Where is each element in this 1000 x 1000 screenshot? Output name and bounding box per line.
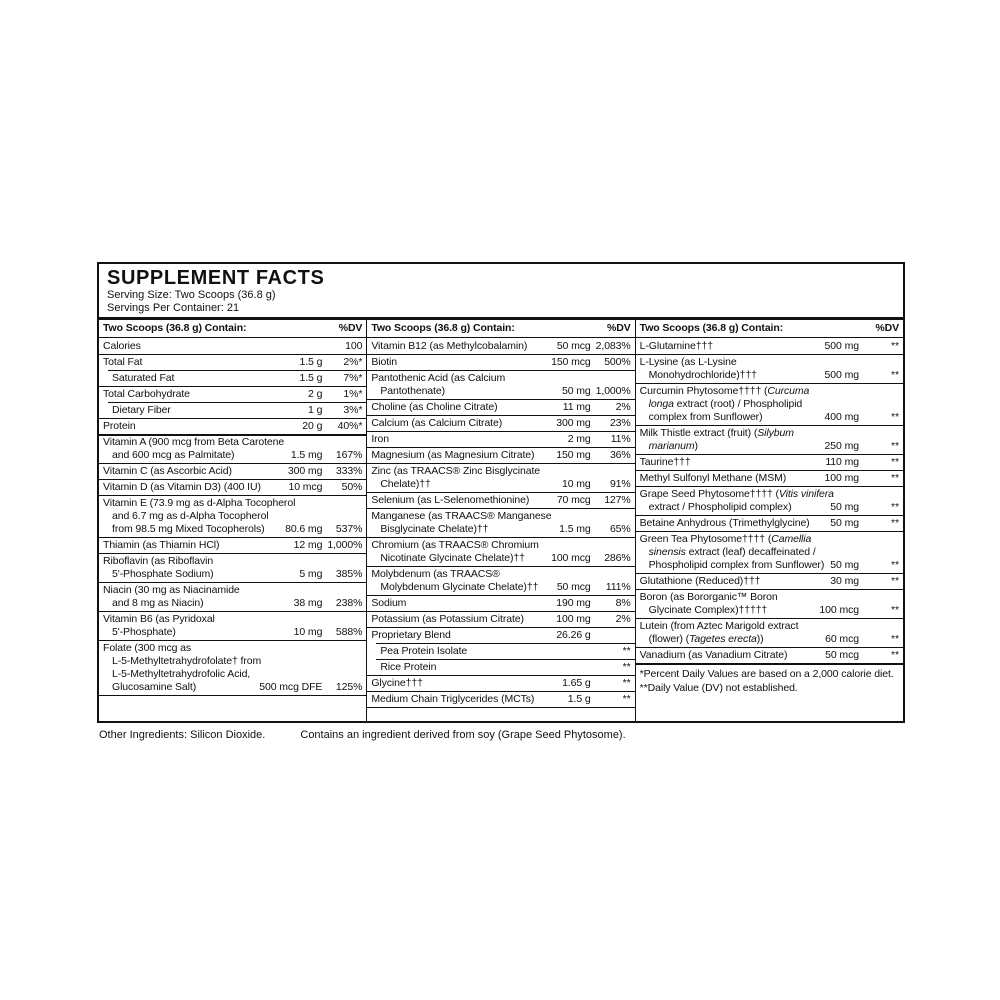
column-header xyxy=(99,320,366,338)
nutrient-dv: 286% xyxy=(604,551,631,564)
nutrient-name xyxy=(640,517,816,530)
nutrient-amount: 50 mg xyxy=(830,516,859,529)
nutrient-name-line: Saturated Fat xyxy=(112,371,175,384)
table-row xyxy=(636,647,903,663)
table-row xyxy=(99,640,366,695)
nutrient-name xyxy=(371,372,547,398)
nutrient-amount: 50 mcg xyxy=(556,580,591,593)
nutrient-name xyxy=(103,404,279,417)
nutrient-dv: 1%* xyxy=(343,387,363,400)
nutrient-dv: 8% xyxy=(615,596,631,609)
nutrient-name xyxy=(103,539,279,552)
nutrient-name-line: Pantothenic Acid (as Calcium xyxy=(371,371,506,384)
nutrient-amount: 300 mg xyxy=(556,416,591,429)
table-row xyxy=(99,386,366,402)
nutrient-name-line: Calories xyxy=(103,339,141,352)
panel-title: SUPPLEMENT FACTS xyxy=(107,267,325,289)
nutrient-name xyxy=(640,385,816,424)
nutrient-dv: 500% xyxy=(604,355,631,368)
nutrient-dv: 50% xyxy=(341,480,363,493)
table-row xyxy=(636,383,903,425)
nutrient-name xyxy=(640,620,816,646)
nutrient-name-line: Chelate)†† xyxy=(380,477,431,490)
table-row xyxy=(367,595,634,611)
nutrient-column xyxy=(99,320,366,721)
nutrient-dv: ** xyxy=(891,339,899,352)
table-row xyxy=(636,338,903,354)
table-row xyxy=(636,454,903,470)
nutrient-amount: 26.26 g xyxy=(556,628,591,641)
nutrient-dv: 1,000% xyxy=(327,538,363,551)
nutrient-name-line: extract / Phospholipid complex) xyxy=(648,500,792,513)
nutrient-name xyxy=(639,532,825,572)
nutrient-name-line: Niacin (30 mg as Niacinamide xyxy=(103,583,240,596)
nutrient-dv: 23% xyxy=(609,416,631,429)
nutrient-amount: 150 mcg xyxy=(551,355,591,368)
nutrient-name xyxy=(640,356,816,382)
nutrient-name-line: L-Glutamine††† xyxy=(639,339,713,352)
columns xyxy=(99,317,903,721)
nutrient-name-line: Vitamin B12 (as Methylcobalamin) xyxy=(371,339,528,352)
nutrient-name xyxy=(640,649,816,662)
nutrient-dv: 36% xyxy=(609,448,631,461)
nutrient-name-line: 5'-Phosphate) xyxy=(112,625,176,638)
nutrient-dv: 127% xyxy=(604,493,631,506)
column-header xyxy=(367,320,634,338)
nutrient-name xyxy=(640,427,816,453)
nutrient-name xyxy=(103,641,262,694)
nutrient-dv: ** xyxy=(891,455,899,468)
nutrient-name-line: and 600 mcg as Palmitate) xyxy=(112,448,235,461)
table-row xyxy=(367,691,634,707)
nutrient-name-line: Molybdenum (as TRAACS® xyxy=(371,567,500,580)
nutrient-name-line: Total Fat xyxy=(103,355,143,368)
table-row xyxy=(636,354,903,383)
nutrient-amount: 100 mg xyxy=(556,612,591,625)
nutrient-dv: ** xyxy=(622,692,631,705)
nutrient-name-line: Vitamin A (900 mcg from Beta Carotene xyxy=(103,435,285,448)
nutrient-name-line: Sodium xyxy=(371,596,407,609)
other-ingredients: Other Ingredients: Silicon Dioxide. xyxy=(99,729,266,741)
table-row xyxy=(99,370,366,386)
nutrient-name-line: L-Lysine (as L-Lysine xyxy=(639,355,737,368)
nutrient-dv: 125% xyxy=(335,680,363,693)
nutrient-dv: 111% xyxy=(605,580,631,593)
nutrient-dv: ** xyxy=(891,516,899,529)
nutrient-name-line: Pantothenate) xyxy=(380,384,445,397)
table-row xyxy=(99,418,366,434)
nutrient-name xyxy=(103,388,279,401)
nutrient-dv: 1,000% xyxy=(595,384,631,397)
nutrient-amount: 100 mcg xyxy=(551,551,591,564)
nutrient-amount: 11 mg xyxy=(562,400,591,413)
nutrient-name xyxy=(371,597,547,610)
nutrient-name xyxy=(103,613,279,639)
nutrient-amount: 10 mcg xyxy=(288,480,323,493)
nutrient-amount: 1 g xyxy=(308,403,323,416)
nutrient-dv: ** xyxy=(891,500,899,513)
nutrient-name xyxy=(640,456,816,469)
nutrient-amount: 2 mg xyxy=(567,432,591,445)
supplement-facts-panel xyxy=(97,262,905,723)
nutrient-name-line: marianum) xyxy=(648,439,698,452)
nutrient-name-line: L-5-Methyltetrahydrofolate† from xyxy=(112,654,262,667)
footnote-line: **Daily Value (DV) not established. xyxy=(639,682,798,694)
nutrient-name xyxy=(103,420,279,433)
nutrient-name-line: Zinc (as TRAACS® Zinc Bisglycinate xyxy=(371,464,541,477)
nutrient-dv: 7%* xyxy=(343,371,363,384)
nutrient-name-line: longa extract (root) / Phospholipid xyxy=(648,397,803,410)
table-row xyxy=(99,495,366,537)
table-row xyxy=(636,470,903,486)
closing-rule xyxy=(367,707,634,708)
nutrient-dv: ** xyxy=(891,410,899,423)
nutrient-amount: 50 mg xyxy=(830,500,859,513)
bottom-note xyxy=(99,729,626,742)
serving-size: Serving Size: Two Scoops (36.8 g) xyxy=(107,289,276,301)
nutrient-dv: 40%* xyxy=(337,419,363,432)
nutrient-name-line: (flower) (Tagetes erecta)) xyxy=(648,632,764,645)
nutrient-name-line: Biotin xyxy=(371,355,397,368)
table-row xyxy=(367,611,634,627)
table-row xyxy=(636,618,903,647)
nutrient-amount: 5 mg xyxy=(299,567,323,580)
nutrient-name-line: Vitamin C (as Ascorbic Acid) xyxy=(103,464,232,477)
nutrient-name-line: Boron (as Bororganic™ Boron xyxy=(639,590,778,603)
nutrient-amount: 70 mcg xyxy=(556,493,591,506)
nutrient-name xyxy=(371,356,547,369)
nutrient-name xyxy=(371,661,547,674)
nutrient-amount: 30 mg xyxy=(830,574,859,587)
soy-disclaimer: Contains an ingredient derived from soy (Grape Seed Phytosome). xyxy=(300,729,626,741)
column-header-dv: %DV xyxy=(338,322,363,334)
nutrient-name-line: Dietary Fiber xyxy=(112,403,171,416)
column-header xyxy=(636,320,903,338)
servings-per-container: Servings Per Container: 21 xyxy=(107,302,240,314)
table-row xyxy=(636,515,903,531)
table-row xyxy=(367,431,634,447)
nutrient-name xyxy=(103,465,279,478)
nutrient-amount: 1.5 g xyxy=(567,692,591,705)
table-row xyxy=(636,573,903,589)
nutrient-amount: 400 mg xyxy=(824,410,859,423)
nutrient-name xyxy=(371,509,552,536)
nutrient-amount: 10 mg xyxy=(293,625,323,638)
nutrient-name-line: Chromium (as TRAACS® Chromium xyxy=(371,538,539,551)
nutrient-name-line: Vitamin B6 (as Pyridoxal xyxy=(103,612,215,625)
nutrient-name-line: Taurine††† xyxy=(639,455,691,468)
table-row xyxy=(367,447,634,463)
table-row xyxy=(367,675,634,691)
nutrient-name-line: Total Carbohydrate xyxy=(103,387,190,400)
nutrient-dv: 100 xyxy=(345,339,363,352)
nutrient-name xyxy=(371,568,547,594)
table-row xyxy=(636,486,903,515)
table-row xyxy=(367,338,634,354)
table-row xyxy=(367,508,634,537)
nutrient-name-line: Vitamin E (73.9 mg as d-Alpha Tocopherol xyxy=(103,496,296,509)
nutrient-name-line: Glycine††† xyxy=(371,676,423,689)
nutrient-name-line: Bisglycinate Chelate)†† xyxy=(380,522,489,535)
table-row xyxy=(367,537,634,566)
nutrient-name-line: Manganese (as TRAACS® Manganese xyxy=(371,509,552,522)
table-row xyxy=(367,659,634,675)
nutrient-dv: ** xyxy=(891,648,899,661)
nutrient-column xyxy=(635,320,903,721)
table-row xyxy=(636,425,903,454)
nutrient-name-line: Glutathione (Reduced)††† xyxy=(639,574,761,587)
nutrient-dv: ** xyxy=(891,558,899,571)
nutrient-dv: ** xyxy=(891,603,899,616)
nutrient-name-line: Pea Protein Isolate xyxy=(380,644,468,657)
nutrient-name-line: Curcumin Phytosome†††† (Curcuma xyxy=(639,384,810,397)
nutrient-name-line: Folate (300 mcg as xyxy=(103,641,192,654)
nutrient-amount: 1.5 g xyxy=(299,355,323,368)
nutrient-name-line: Choline (as Choline Citrate) xyxy=(371,400,498,413)
nutrient-dv: 2%* xyxy=(343,355,363,368)
nutrient-name-line: Betaine Anhydrous (Trimethylglycine) xyxy=(639,516,810,529)
table-row xyxy=(367,627,634,643)
nutrient-amount: 190 mg xyxy=(556,596,591,609)
nutrient-name-line: Calcium (as Calcium Citrate) xyxy=(371,416,503,429)
column-header-label: Two Scoops (36.8 g) Contain: xyxy=(103,322,247,334)
nutrient-amount: 50 mcg xyxy=(556,339,591,352)
table-row xyxy=(99,354,366,370)
nutrient-amount: 10 mg xyxy=(561,477,591,490)
nutrient-name xyxy=(103,372,279,385)
table-row xyxy=(99,463,366,479)
table-row xyxy=(99,553,366,582)
footnotes xyxy=(636,663,903,698)
nutrient-amount: 1.65 g xyxy=(562,676,591,689)
nutrient-dv: 3%* xyxy=(343,403,363,416)
nutrient-dv: ** xyxy=(622,676,631,689)
nutrient-dv: ** xyxy=(891,368,899,381)
nutrient-dv: ** xyxy=(891,439,899,452)
table-row xyxy=(99,537,366,553)
nutrient-name xyxy=(371,417,547,430)
nutrient-name xyxy=(371,677,547,690)
column-header-label: Two Scoops (36.8 g) Contain: xyxy=(639,322,784,334)
table-row xyxy=(99,582,366,611)
nutrient-name-line: and 6.7 mg as d-Alpha Tocopherol xyxy=(112,509,269,522)
table-row xyxy=(636,589,903,618)
nutrient-amount: 50 mg xyxy=(561,384,591,397)
table-row xyxy=(636,531,903,573)
nutrient-dv: 91% xyxy=(609,477,631,490)
nutrient-name xyxy=(640,340,816,353)
nutrient-name xyxy=(371,340,547,353)
nutrient-name xyxy=(371,613,547,626)
nutrient-dv: ** xyxy=(891,471,899,484)
nutrient-amount: 50 mcg xyxy=(825,648,859,661)
table-row xyxy=(99,434,366,463)
nutrient-name xyxy=(103,356,279,369)
nutrient-amount: 500 mg xyxy=(824,368,859,381)
nutrient-dv: ** xyxy=(891,574,899,587)
nutrient-amount: 500 mcg DFE xyxy=(259,680,323,693)
nutrient-name xyxy=(371,465,547,491)
table-row xyxy=(367,463,634,492)
nutrient-dv: 588% xyxy=(335,625,363,638)
nutrient-name-line: Vitamin D (as Vitamin D3) (400 IU) xyxy=(103,480,261,493)
column-header-dv: %DV xyxy=(875,322,899,334)
nutrient-name-line: from 98.5 mg Mixed Tocopherols) xyxy=(112,522,265,535)
nutrient-amount: 250 mg xyxy=(824,439,859,452)
nutrient-dv: 238% xyxy=(335,596,363,609)
nutrient-name-line: Monohydrochloride)††† xyxy=(648,368,757,381)
nutrient-amount: 500 mg xyxy=(824,339,859,352)
footnote-line: *Percent Daily Values are based on a 2,000 calorie diet. xyxy=(639,668,894,680)
table-row xyxy=(367,354,634,370)
nutrient-name-line: Rice Protein xyxy=(380,660,437,673)
nutrient-name-line: Thiamin (as Thiamin HCl) xyxy=(103,538,220,551)
nutrient-amount: 50 mg xyxy=(830,558,859,571)
nutrient-dv: 2% xyxy=(615,612,631,625)
table-row xyxy=(367,566,634,595)
nutrient-dv: ** xyxy=(622,644,631,657)
nutrient-name xyxy=(103,584,279,610)
nutrient-amount: 1.5 g xyxy=(299,371,323,384)
nutrient-name-line: Glycinate Complex)††††† xyxy=(648,603,768,616)
nutrient-name xyxy=(103,496,296,536)
nutrient-name xyxy=(640,575,816,588)
nutrient-amount: 150 mg xyxy=(556,448,591,461)
nutrient-name xyxy=(371,433,547,446)
nutrient-amount: 38 mg xyxy=(293,596,323,609)
table-row xyxy=(367,643,634,659)
nutrient-amount: 1.5 mg xyxy=(559,522,591,535)
column-header-label: Two Scoops (36.8 g) Contain: xyxy=(371,322,515,334)
nutrient-dv: ** xyxy=(622,660,631,673)
nutrient-name-line: Green Tea Phytosome†††† (Camellia xyxy=(639,532,812,545)
nutrient-dv: 2,083% xyxy=(595,339,631,352)
closing-rule xyxy=(99,695,366,696)
nutrient-name-line: Grape Seed Phytosome†††† (Vitis vinifera xyxy=(639,487,834,500)
nutrient-name-line: complex from Sunflower) xyxy=(648,410,763,423)
nutrient-dv: 65% xyxy=(609,522,631,535)
nutrient-name-line: sinensis extract (leaf) decaffeinated / xyxy=(648,545,816,558)
nutrient-name-line: Iron xyxy=(371,432,390,445)
nutrient-amount: 12 mg xyxy=(293,538,323,551)
nutrient-dv: 333% xyxy=(335,464,363,477)
nutrient-dv: 537% xyxy=(335,522,363,535)
nutrient-amount: 80.6 mg xyxy=(285,522,323,535)
nutrient-amount: 100 mg xyxy=(824,471,859,484)
nutrient-name-line: Riboflavin (as Riboflavin xyxy=(103,554,214,567)
nutrient-name xyxy=(103,555,279,581)
panel-header xyxy=(99,264,903,317)
nutrient-name-line: Magnesium (as Magnesium Citrate) xyxy=(371,448,535,461)
nutrient-name-line: Protein xyxy=(103,419,136,432)
table-row xyxy=(367,399,634,415)
nutrient-name-line: 5'-Phosphate Sodium) xyxy=(112,567,214,580)
nutrient-name-line: Medium Chain Triglycerides (MCTs) xyxy=(371,692,535,705)
table-row xyxy=(99,611,366,640)
nutrient-name xyxy=(640,591,816,617)
nutrient-name xyxy=(639,487,834,514)
nutrient-name-line: Methyl Sulfonyl Methane (MSM) xyxy=(639,471,787,484)
nutrient-dv: 11% xyxy=(610,432,631,445)
table-row xyxy=(367,370,634,399)
nutrient-name-line: Potassium (as Potassium Citrate) xyxy=(371,612,524,625)
nutrient-name xyxy=(103,481,279,494)
nutrient-name xyxy=(371,539,547,565)
nutrient-name-line: Milk Thistle extract (fruit) (Silybum xyxy=(639,426,794,439)
table-row xyxy=(99,479,366,495)
nutrient-name-line: and 8 mg as Niacin) xyxy=(112,596,204,609)
nutrient-name-line: Proprietary Blend xyxy=(371,628,451,641)
nutrient-name-line: Molybdenum Glycinate Chelate)†† xyxy=(380,580,539,593)
nutrient-name xyxy=(371,494,547,507)
nutrient-name-line: Selenium (as L-Selenomethionine) xyxy=(371,493,530,506)
nutrient-dv: 2% xyxy=(615,400,631,413)
nutrient-name xyxy=(371,401,547,414)
nutrient-name-line: Glucosamine Salt) xyxy=(112,680,197,693)
nutrient-amount: 60 mcg xyxy=(825,632,859,645)
nutrient-name xyxy=(640,472,816,485)
nutrient-dv: 385% xyxy=(335,567,363,580)
nutrient-name xyxy=(103,435,285,462)
nutrient-dv: ** xyxy=(891,632,899,645)
table-row xyxy=(367,492,634,508)
table-row xyxy=(99,338,366,354)
nutrient-name-line: L-5-Methyltetrahydrofolic Acid, xyxy=(112,667,251,680)
column-header-dv: %DV xyxy=(607,322,631,334)
nutrient-name xyxy=(103,340,279,353)
nutrient-name-line: Nicotinate Glycinate Chelate)†† xyxy=(380,551,525,564)
nutrient-name-line: Lutein (from Aztec Marigold extract xyxy=(639,619,799,632)
nutrient-name xyxy=(371,693,547,706)
nutrient-column xyxy=(366,320,634,721)
nutrient-name-line: Vanadium (as Vanadium Citrate) xyxy=(639,648,788,661)
nutrient-name xyxy=(371,645,547,658)
nutrient-amount: 1.5 mg xyxy=(290,448,323,461)
nutrient-name xyxy=(371,629,547,642)
nutrient-amount: 300 mg xyxy=(287,464,323,477)
nutrient-amount: 110 mg xyxy=(825,455,859,468)
table-row xyxy=(99,402,366,418)
nutrient-amount: 100 mcg xyxy=(819,603,859,616)
nutrient-dv: 167% xyxy=(335,448,363,461)
nutrient-amount: 2 g xyxy=(308,387,323,400)
nutrient-amount: 20 g xyxy=(302,419,323,432)
nutrient-name-line: Phospholipid complex from Sunflower) xyxy=(648,558,825,571)
nutrient-name xyxy=(371,449,547,462)
table-row xyxy=(367,415,634,431)
